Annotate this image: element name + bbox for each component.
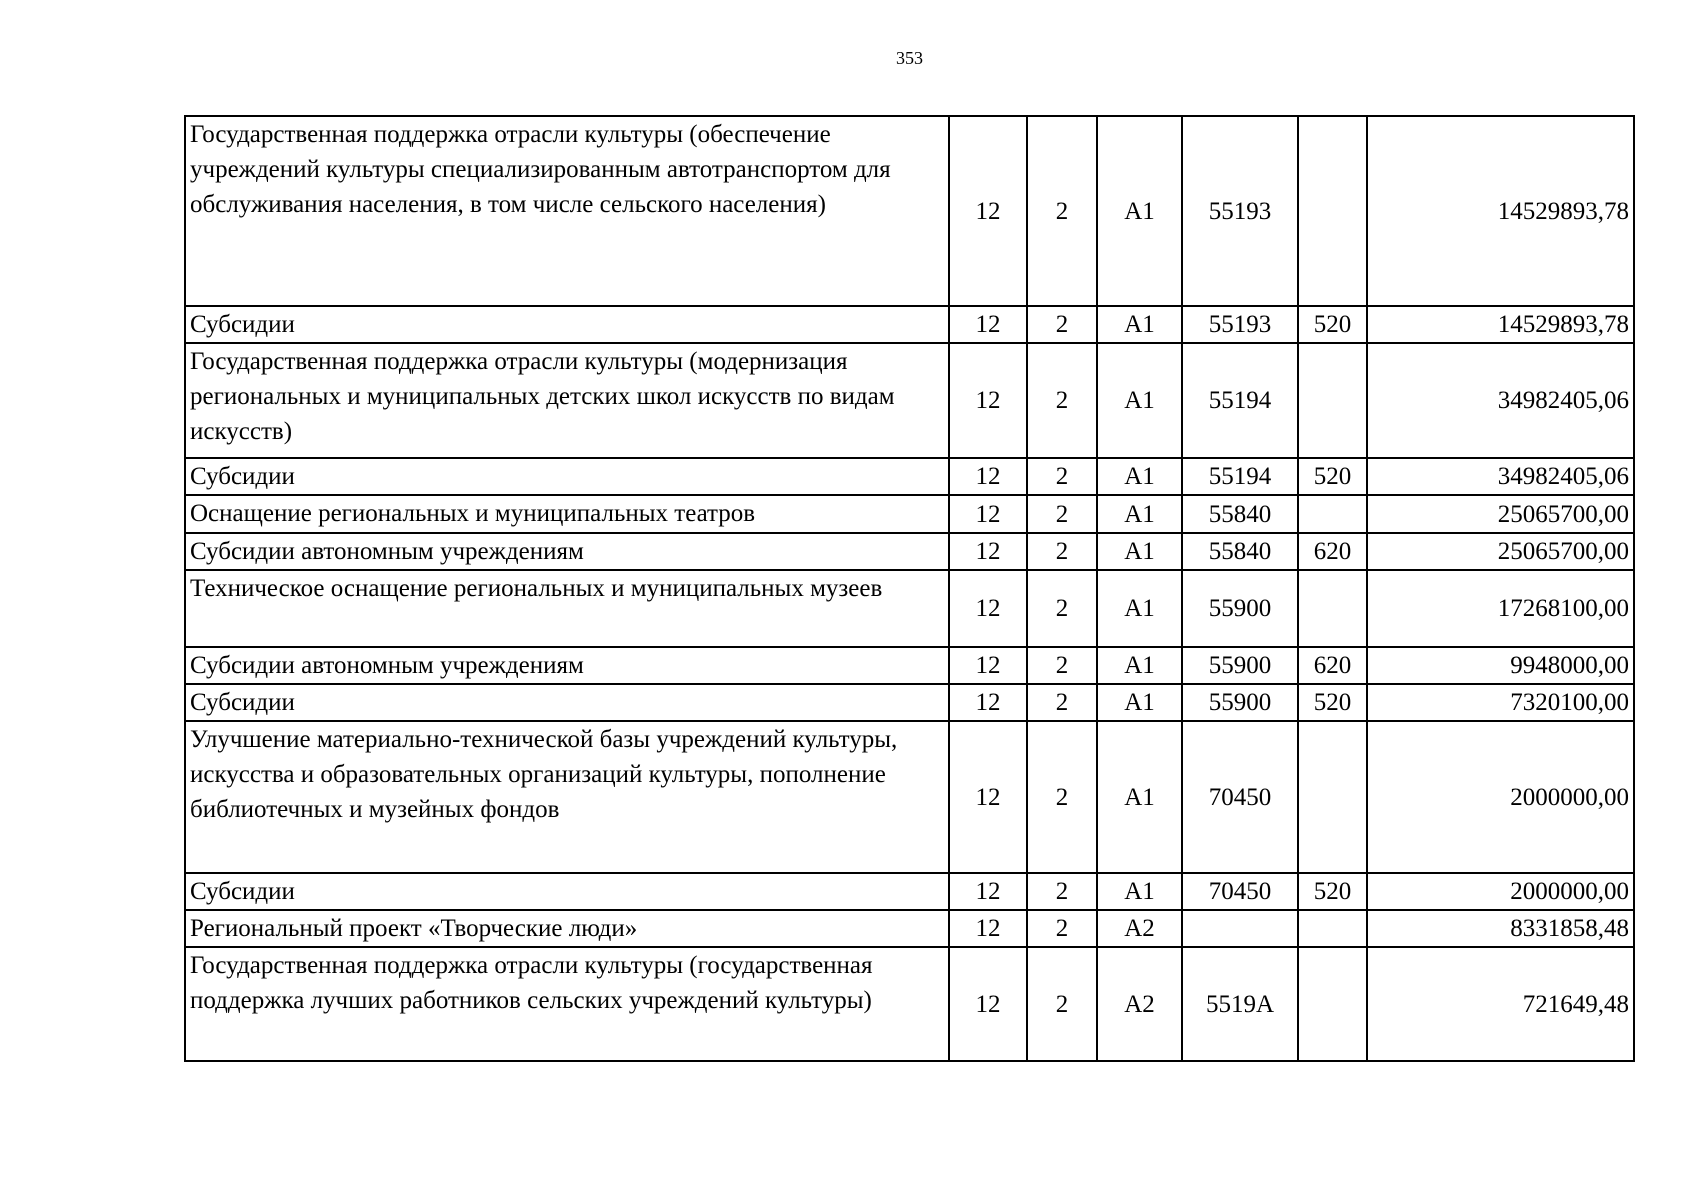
row-amount: 14529893,78 (1367, 116, 1634, 306)
row-subsection: 2 (1027, 533, 1097, 570)
row-project: А1 (1097, 458, 1182, 495)
row-section: 12 (949, 306, 1027, 343)
row-subsection: 2 (1027, 684, 1097, 721)
row-name: Государственная поддержка отрасли культуры (обеспечение учреждений культуры специализированным автотранспортом для обслуживания населения, в том числе сельского населения) (185, 116, 949, 306)
row-subsection: 2 (1027, 570, 1097, 647)
row-name: Оснащение региональных и муниципальных театров (185, 495, 949, 533)
row-project: А1 (1097, 684, 1182, 721)
row-code: 55840 (1182, 533, 1298, 570)
row-name: Государственная поддержка отрасли культуры (государственная поддержка лучших работников сельских учреждений культуры) (185, 947, 949, 1061)
budget-table (184, 115, 1635, 1062)
table-row (185, 495, 1634, 533)
row-project: А2 (1097, 910, 1182, 947)
row-name: Техническое оснащение региональных и муниципальных музеев (185, 570, 949, 647)
row-section: 12 (949, 458, 1027, 495)
row-expense-type (1298, 721, 1367, 873)
row-code: 5519А (1182, 947, 1298, 1061)
row-expense-type (1298, 947, 1367, 1061)
row-amount: 2000000,00 (1367, 873, 1634, 910)
table-row (185, 684, 1634, 721)
row-subsection: 2 (1027, 910, 1097, 947)
row-subsection: 2 (1027, 116, 1097, 306)
table-row (185, 116, 1634, 306)
row-section: 12 (949, 570, 1027, 647)
row-project: А1 (1097, 116, 1182, 306)
row-expense-type: 520 (1298, 684, 1367, 721)
row-section: 12 (949, 947, 1027, 1061)
row-subsection: 2 (1027, 647, 1097, 684)
row-code: 55840 (1182, 495, 1298, 533)
row-section: 12 (949, 873, 1027, 910)
row-code: 70450 (1182, 873, 1298, 910)
table-row (185, 910, 1634, 947)
row-project: А2 (1097, 947, 1182, 1061)
table-row (185, 647, 1634, 684)
row-project: А1 (1097, 570, 1182, 647)
row-name: Субсидии (185, 873, 949, 910)
row-code: 55194 (1182, 458, 1298, 495)
row-name: Субсидии (185, 306, 949, 343)
row-amount: 7320100,00 (1367, 684, 1634, 721)
table-row (185, 570, 1634, 647)
row-project: А1 (1097, 647, 1182, 684)
row-name: Субсидии автономным учреждениям (185, 533, 949, 570)
row-name: Улучшение материально-технической базы учреждений культуры, искусства и образовательных организаций культуры, пополнение библиотечных и музейных фондов (185, 721, 949, 873)
row-amount: 14529893,78 (1367, 306, 1634, 343)
row-expense-type (1298, 495, 1367, 533)
row-amount: 25065700,00 (1367, 495, 1634, 533)
row-project: А1 (1097, 306, 1182, 343)
row-subsection: 2 (1027, 495, 1097, 533)
row-code: 70450 (1182, 721, 1298, 873)
row-subsection: 2 (1027, 306, 1097, 343)
row-amount: 34982405,06 (1367, 343, 1634, 458)
row-expense-type (1298, 570, 1367, 647)
row-section: 12 (949, 343, 1027, 458)
row-code (1182, 910, 1298, 947)
row-subsection: 2 (1027, 458, 1097, 495)
row-subsection: 2 (1027, 873, 1097, 910)
row-section: 12 (949, 495, 1027, 533)
row-project: А1 (1097, 343, 1182, 458)
row-amount: 17268100,00 (1367, 570, 1634, 647)
row-expense-type: 620 (1298, 533, 1367, 570)
row-section: 12 (949, 533, 1027, 570)
row-section: 12 (949, 684, 1027, 721)
row-section: 12 (949, 116, 1027, 306)
row-code: 55193 (1182, 306, 1298, 343)
row-code: 55900 (1182, 647, 1298, 684)
row-amount: 34982405,06 (1367, 458, 1634, 495)
row-code: 55194 (1182, 343, 1298, 458)
row-amount: 721649,48 (1367, 947, 1634, 1061)
row-expense-type: 520 (1298, 306, 1367, 343)
row-name: Субсидии (185, 684, 949, 721)
row-subsection: 2 (1027, 947, 1097, 1061)
row-subsection: 2 (1027, 343, 1097, 458)
row-amount: 8331858,48 (1367, 910, 1634, 947)
row-expense-type (1298, 343, 1367, 458)
table-row (185, 533, 1634, 570)
row-expense-type: 620 (1298, 647, 1367, 684)
table-row (185, 458, 1634, 495)
page-number: 353 (896, 48, 923, 68)
row-name: Государственная поддержка отрасли культуры (модернизация региональных и муниципальных детских школ искусств по видам искусств) (185, 343, 949, 458)
table-row (185, 873, 1634, 910)
table-row (185, 306, 1634, 343)
row-expense-type (1298, 116, 1367, 306)
table-row (185, 947, 1634, 1061)
row-amount: 2000000,00 (1367, 721, 1634, 873)
row-code: 55900 (1182, 684, 1298, 721)
row-section: 12 (949, 647, 1027, 684)
table-row (185, 343, 1634, 458)
row-expense-type: 520 (1298, 458, 1367, 495)
row-name: Субсидии (185, 458, 949, 495)
row-project: А1 (1097, 533, 1182, 570)
row-section: 12 (949, 721, 1027, 873)
row-section: 12 (949, 910, 1027, 947)
table-row (185, 721, 1634, 873)
row-amount: 9948000,00 (1367, 647, 1634, 684)
row-project: А1 (1097, 495, 1182, 533)
row-expense-type (1298, 910, 1367, 947)
row-code: 55900 (1182, 570, 1298, 647)
row-expense-type: 520 (1298, 873, 1367, 910)
row-name: Региональный проект «Творческие люди» (185, 910, 949, 947)
row-name: Субсидии автономным учреждениям (185, 647, 949, 684)
row-amount: 25065700,00 (1367, 533, 1634, 570)
row-code: 55193 (1182, 116, 1298, 306)
row-project: А1 (1097, 721, 1182, 873)
row-subsection: 2 (1027, 721, 1097, 873)
row-project: А1 (1097, 873, 1182, 910)
